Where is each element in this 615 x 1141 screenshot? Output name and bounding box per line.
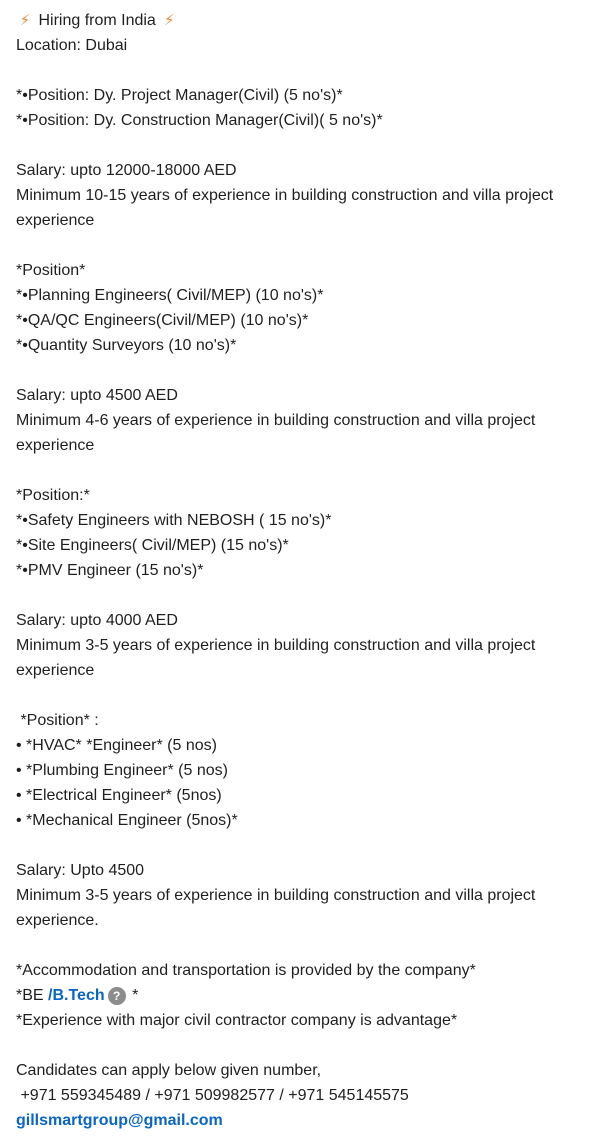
spacer [16, 133, 613, 158]
position-line: • *Electrical Engineer* (5nos) [16, 787, 222, 804]
position-line: • *Mechanical Engineer (5nos)* [16, 812, 238, 829]
position-line: *•Quantity Surveyors (10 no's)* [16, 337, 237, 354]
qualification-prefix: *BE [16, 987, 49, 1004]
question-mark-icon: ? [108, 987, 126, 1005]
position-line: *•Position: Dy. Construction Manager(Civil)( 5 no's)* [16, 112, 383, 129]
btech-link[interactable]: /B.Tech [48, 987, 105, 1004]
spacer [16, 683, 613, 708]
experience-line: Minimum 3-5 years of experience in building construction and villa project experience [16, 637, 536, 679]
position-heading: *Position:* [16, 487, 90, 504]
location-text: Location: Dubai [16, 37, 128, 54]
position-line: • *Plumbing Engineer* (5 nos) [16, 762, 228, 779]
salary-line: Salary: upto 4500 AED [16, 387, 178, 404]
apply-instructions: Candidates can apply below given number, [16, 1062, 322, 1079]
experience-line: Minimum 3-5 years of experience in building construction and villa project experience. [16, 887, 536, 929]
position-line: *•Safety Engineers with NEBOSH ( 15 no's)* [16, 512, 332, 529]
experience-line: Minimum 10-15 years of experience in building construction and villa project experience [16, 187, 554, 229]
spacer [16, 583, 613, 608]
accommodation-note: *Accommodation and transportation is provided by the company* [16, 962, 476, 979]
position-line: *•Planning Engineers( Civil/MEP) (10 no's)* [16, 287, 324, 304]
salary-line: Salary: upto 12000-18000 AED [16, 162, 237, 179]
salary-line: Salary: Upto 4500 [16, 862, 145, 879]
spacer [16, 458, 613, 483]
position-line: • *HVAC* *Engineer* (5 nos) [16, 737, 217, 754]
spacer [16, 233, 613, 258]
lightning-bolt-icon: ⚡ [164, 12, 175, 29]
email-line [16, 1108, 613, 1133]
experience-line: Minimum 4-6 years of experience in building construction and villa project experience [16, 412, 536, 454]
position-line: *•Position: Dy. Project Manager(Civil) (5 no's)* [16, 87, 343, 104]
spacer [16, 58, 613, 83]
post-header [16, 8, 613, 33]
post-title: Hiring from India [38, 12, 156, 29]
spacer [16, 358, 613, 383]
position-heading: *Position* [16, 262, 86, 279]
position-heading: *Position* : [16, 712, 99, 729]
email-link[interactable]: gillsmartgroup@gmail.com [16, 1112, 223, 1129]
experience-advantage-note: *Experience with major civil contractor company is advantage* [16, 1012, 458, 1029]
position-line: *•QA/QC Engineers(Civil/MEP) (10 no's)* [16, 312, 309, 329]
lightning-bolt-icon: ⚡ [19, 12, 31, 29]
position-line: *•Site Engineers( Civil/MEP) (15 no's)* [16, 537, 289, 554]
salary-line: Salary: upto 4000 AED [16, 612, 178, 629]
position-line: *•PMV Engineer (15 no's)* [16, 562, 204, 579]
spacer [16, 833, 613, 858]
phone-numbers: +971 559345489 / +971 509982577 / +971 545145575 [16, 1087, 409, 1104]
spacer [16, 1033, 613, 1058]
spacer [16, 933, 613, 958]
qualification-suffix: * [127, 987, 139, 1004]
qualification-line [16, 983, 613, 1008]
